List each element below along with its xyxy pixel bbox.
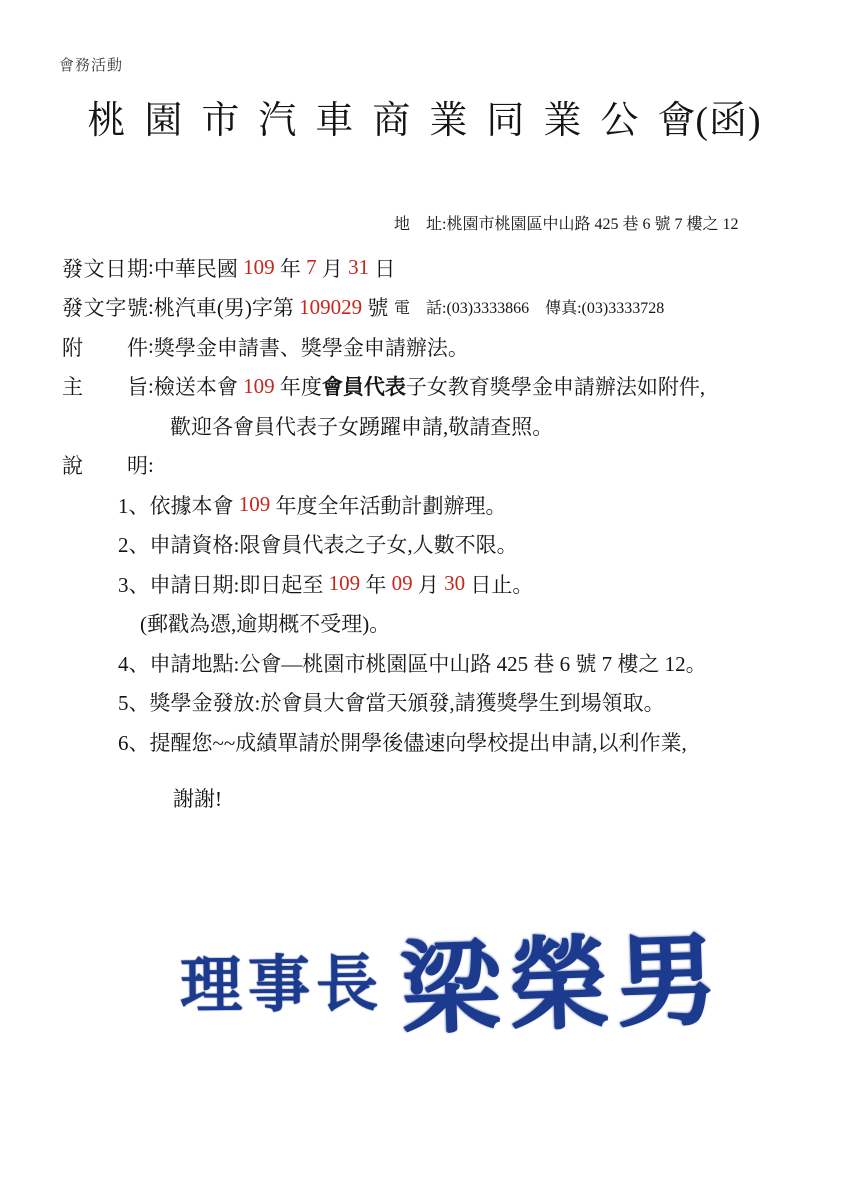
- text-segment: 5、獎學金發放:於會員大會當天頒發,請獲獎學生到場領取。: [118, 691, 665, 716]
- doc-line: [0, 564, 849, 604]
- field-colon: :: [148, 373, 154, 398]
- text-segment: 3、申請日期:即日起至: [118, 572, 329, 597]
- field-label-char: 發: [62, 296, 83, 321]
- text-segment: 年度全年活動計劃辦理。: [270, 493, 507, 518]
- field-colon: :: [148, 294, 154, 319]
- text-segment: 月: [316, 256, 349, 281]
- highlight-number: 109: [328, 571, 361, 596]
- doc-line: [0, 643, 849, 683]
- highlight-number: 109: [243, 373, 275, 398]
- text-segment: 歡迎各會員代表子女踴躍申請,敬請查照。: [170, 414, 554, 439]
- doc-line: [0, 367, 849, 407]
- field-label-char: 字: [105, 296, 127, 321]
- title-text: 桃園市汽車商業同業公會: [87, 100, 715, 142]
- highlight-number: 30: [444, 571, 466, 596]
- highlight-number: 09: [391, 571, 413, 596]
- field-label-char: 日: [105, 256, 127, 281]
- field-label-char: 發: [62, 256, 83, 281]
- doc-line: [0, 288, 849, 328]
- field-label-char: 旨: [127, 375, 148, 400]
- field-label-char: 明: [127, 454, 148, 479]
- doc-line: [0, 722, 849, 762]
- text-segment: 月: [412, 572, 445, 597]
- highlight-number: 7: [306, 255, 317, 280]
- address-line: 地 址:桃園市桃園區中山路 425 巷 6 號 7 樓之 12: [394, 216, 739, 233]
- text-segment: 日止。: [465, 572, 534, 597]
- field-label: [62, 450, 148, 480]
- text-segment: 1、依據本會: [118, 493, 239, 518]
- text-segment: 子女教育獎學金申請辦法如附件,: [405, 375, 706, 400]
- doc-line: [0, 406, 849, 446]
- chairman-stamp: [179, 902, 724, 1052]
- doc-line: [0, 327, 849, 367]
- text-segment: 會員代表: [321, 375, 406, 400]
- text-segment: 年: [274, 256, 307, 281]
- field-label: [62, 292, 148, 322]
- text-segment: 2、申請資格:限會員代表之子女,人數不限。: [118, 533, 518, 558]
- stamp-title: 理事長: [179, 950, 385, 1021]
- title-suffix: (函): [695, 100, 762, 142]
- text-segment: 年: [360, 572, 392, 597]
- doc-line: [0, 604, 849, 644]
- document-title: [0, 97, 849, 145]
- field-label-char: 說: [62, 454, 83, 479]
- text-segment: 謝謝!: [173, 787, 222, 812]
- highlight-number: 109: [238, 492, 271, 517]
- phone-fax-line: 電 話:(03)3333866 傳真:(03)3333728: [394, 300, 665, 317]
- doc-line: [0, 446, 849, 486]
- text-segment: 年度: [274, 375, 322, 400]
- field-label-char: 文: [83, 296, 105, 321]
- doc-line: [0, 485, 849, 525]
- field-label-char: 文: [83, 256, 105, 281]
- doc-line: [0, 779, 849, 819]
- text-segment: 桃汽車(男)字第: [153, 296, 300, 321]
- field-colon: :: [148, 334, 154, 359]
- text-segment: 檢送本會: [153, 375, 244, 400]
- field-colon: :: [148, 452, 154, 477]
- field-label-char: 附: [62, 335, 83, 360]
- highlight-number: 109029: [299, 294, 363, 319]
- doc-line: [0, 683, 849, 723]
- highlight-number: 31: [348, 255, 370, 280]
- field-label-char: 件: [127, 335, 148, 360]
- field-colon: :: [148, 255, 154, 280]
- text-segment: 4、申請地點:公會—桃園市桃園區中山路 425 巷 6 號 7 樓之 12。: [118, 651, 707, 676]
- stamp-name: 梁榮男: [398, 924, 726, 1046]
- text-segment: 號: [362, 296, 389, 321]
- field-label-char: 期: [126, 256, 148, 281]
- text-segment: 中華民國: [153, 256, 244, 281]
- text-segment: (郵戳為憑,逾期概不受理)。: [140, 612, 391, 637]
- field-label-char: 主: [62, 375, 83, 400]
- field-label-char: 號: [126, 296, 148, 321]
- text-segment: 獎學金申請書、獎學金申請辦法。: [153, 335, 469, 360]
- document-body: [0, 248, 849, 818]
- highlight-number: 109: [243, 255, 275, 280]
- field-label: [62, 332, 148, 362]
- text-segment: 日: [369, 256, 396, 281]
- field-label: [62, 253, 148, 283]
- text-segment: 6、提醒您~~成績單請於開學後儘速向學校提出申請,以利作業,: [118, 730, 687, 755]
- doc-line: [0, 248, 849, 288]
- doc-line: [0, 525, 849, 565]
- category-label: 會務活動: [59, 58, 124, 74]
- field-label: [62, 371, 148, 401]
